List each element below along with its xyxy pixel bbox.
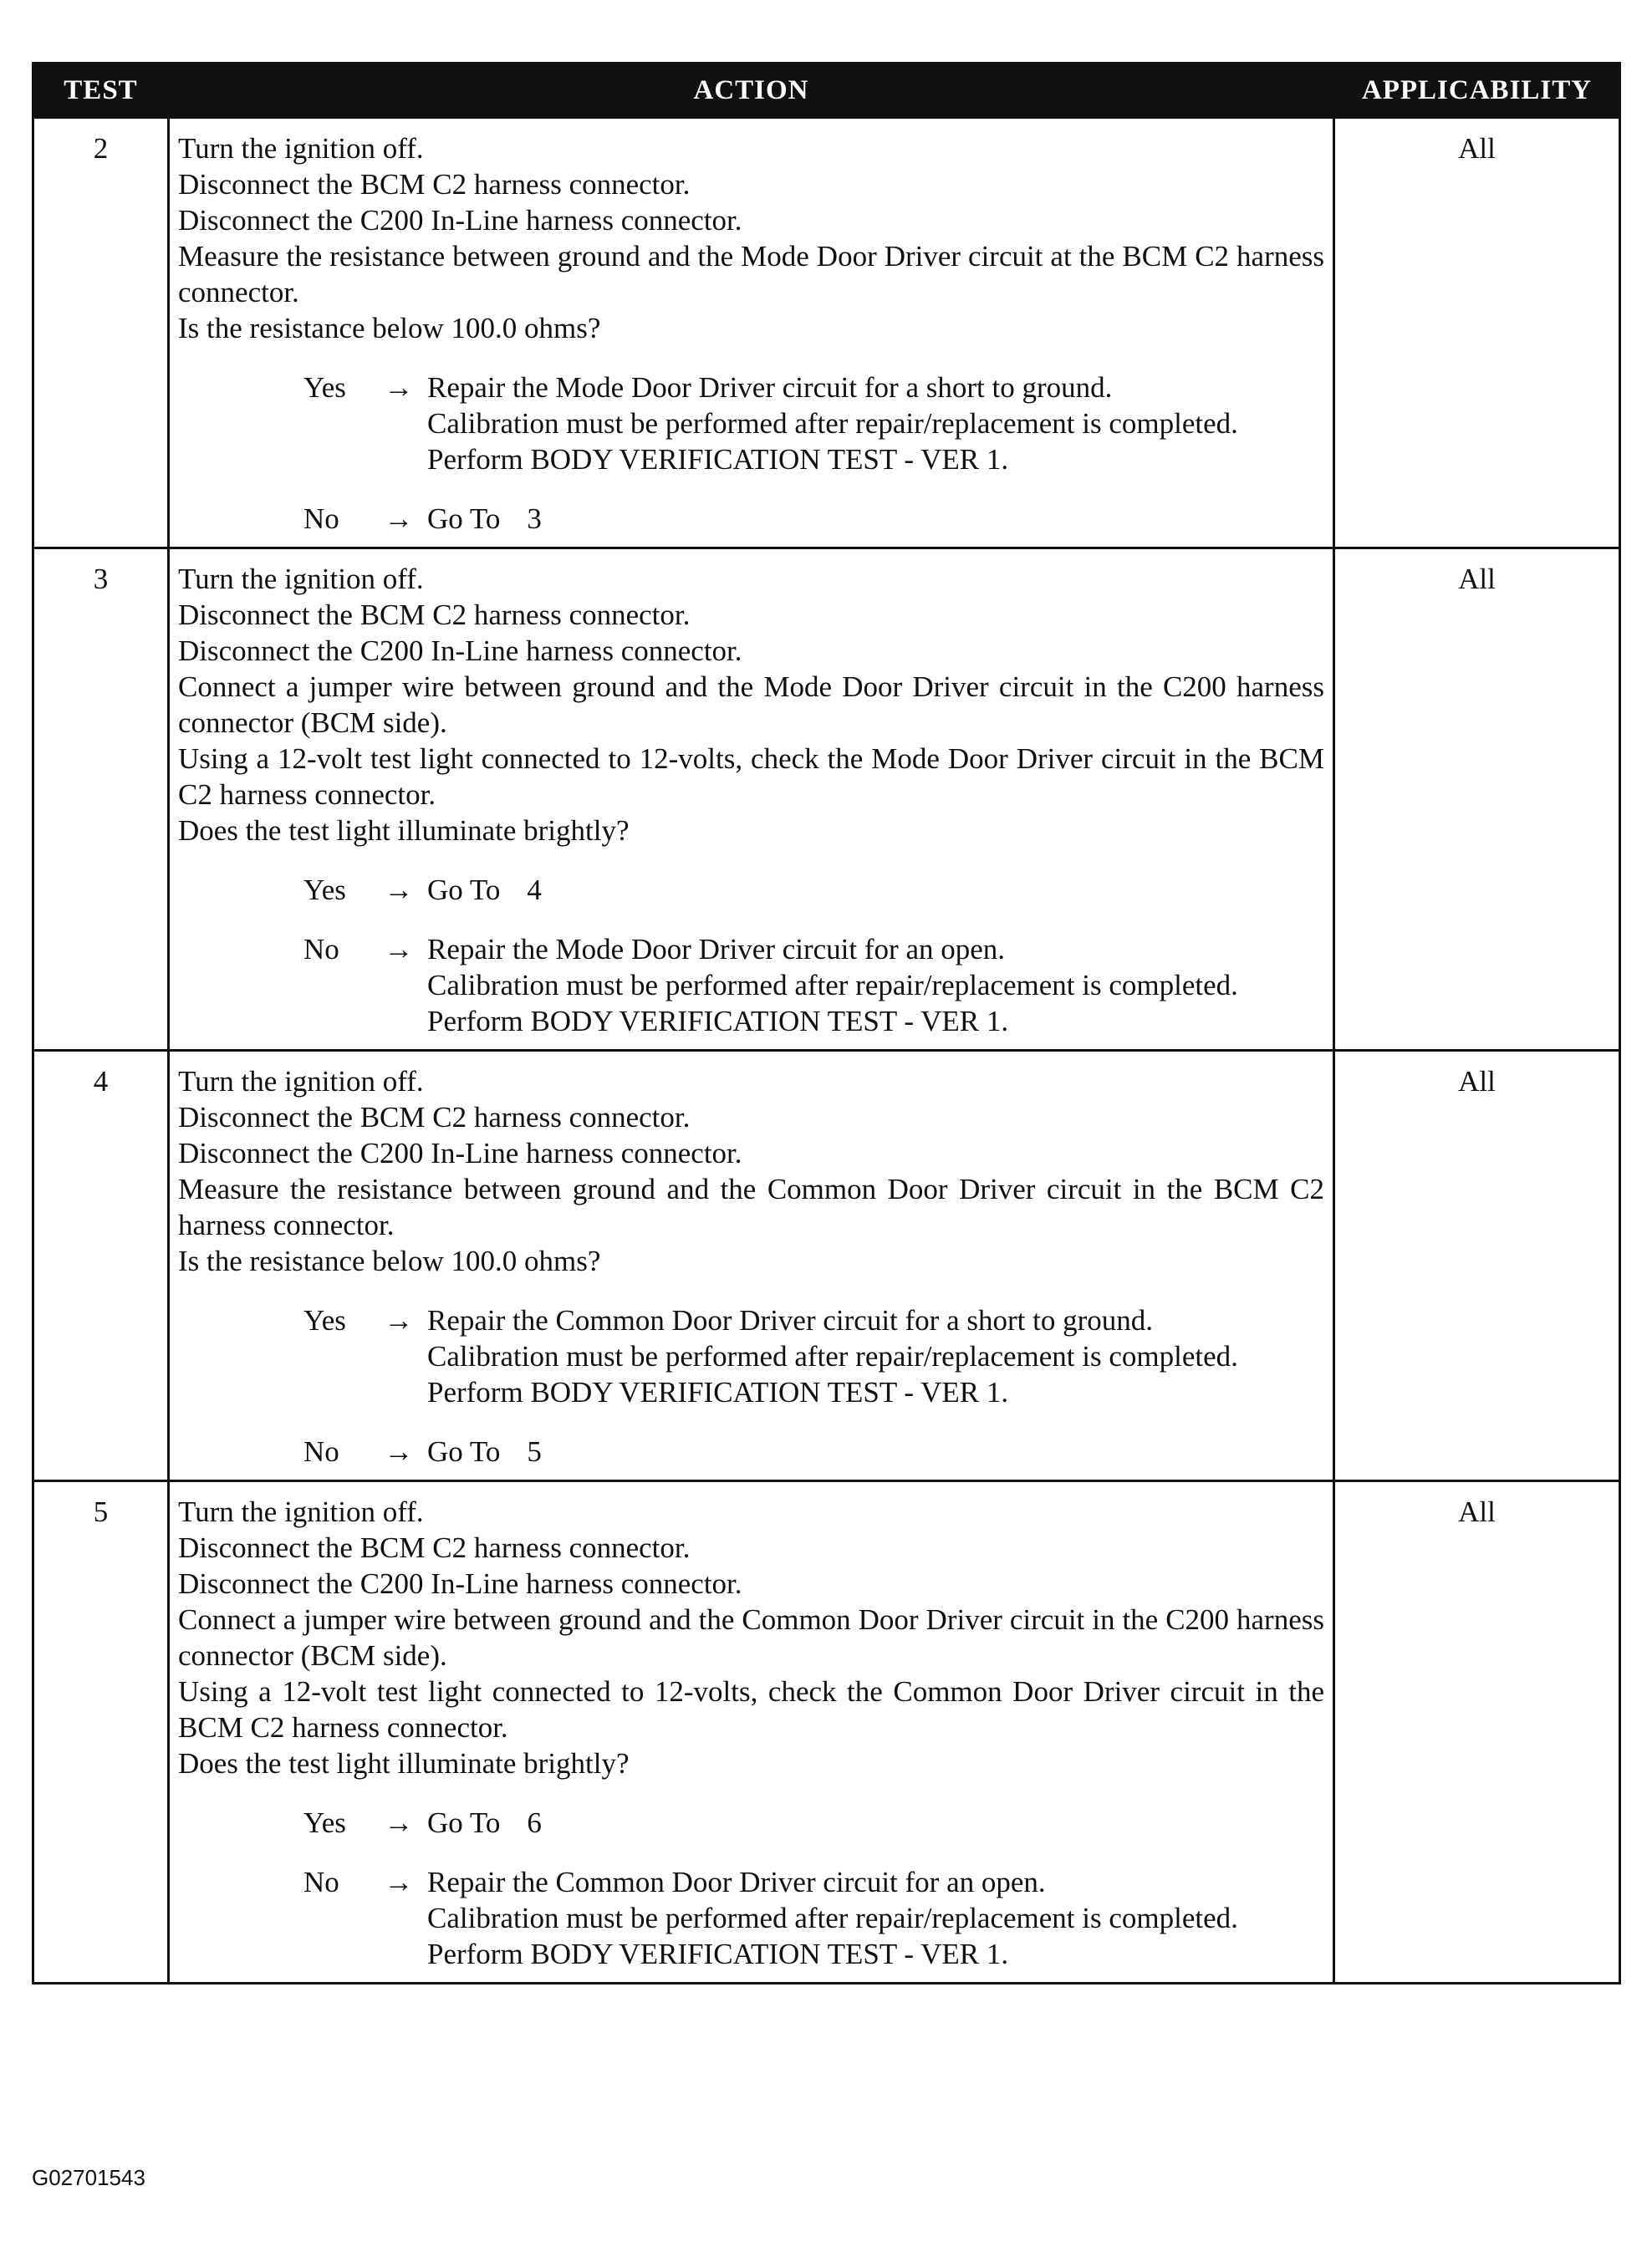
outcome-line: Repair the Mode Door Driver circuit for a short to ground. <box>427 371 1113 404</box>
action-step: Disconnect the C200 In-Line harness connector. <box>178 634 742 667</box>
table-body <box>33 118 1620 1984</box>
no-outcome <box>427 931 1324 1039</box>
action-step: Connect a jumper wire between ground and the Common Door Driver circuit in the C200 harness connector (BCM side). <box>178 1603 1324 1672</box>
test-number: 4 <box>33 1051 169 1481</box>
action-step: Disconnect the BCM C2 harness connector. <box>178 168 691 201</box>
yes-result <box>178 872 1324 908</box>
action-steps <box>178 1494 1324 1781</box>
header-test: TEST <box>33 64 169 118</box>
yes-outcome <box>427 1805 1324 1841</box>
outcome-line: Perform BODY VERIFICATION TEST - VER 1. <box>427 443 1009 476</box>
goto-test-number: 4 <box>527 874 542 906</box>
yes-result <box>178 369 1324 477</box>
action-cell <box>169 1481 1334 1984</box>
outcome-line: Calibration must be performed after repair/replacement is completed. <box>427 1340 1238 1373</box>
outcome-line: Perform BODY VERIFICATION TEST - VER 1. <box>427 1938 1009 1970</box>
arrow-icon: → <box>384 874 414 906</box>
action-step: Does the test light illuminate brightly? <box>178 814 630 847</box>
goto-test-number: 5 <box>527 1435 542 1468</box>
action-step: Measure the resistance between ground and the Common Door Driver circuit in the BCM C2 harness connector. <box>178 1173 1324 1241</box>
action-cell <box>169 1051 1334 1481</box>
applicability-value: All <box>1334 118 1620 548</box>
applicability-value: All <box>1334 548 1620 1051</box>
yes-label: Yes <box>303 874 346 906</box>
no-result <box>178 1434 1324 1470</box>
action-step: Turn the ignition off. <box>178 1495 424 1528</box>
no-result <box>178 501 1324 537</box>
goto-text: Go To <box>427 1806 501 1839</box>
yes-label: Yes <box>303 371 346 404</box>
outcome-line: Calibration must be performed after repair/replacement is completed. <box>427 1902 1238 1934</box>
arrow-icon: → <box>384 1304 414 1337</box>
goto-test-number: 3 <box>527 502 542 535</box>
yes-outcome <box>427 872 1324 908</box>
outcome-line: Calibration must be performed after repair/replacement is completed. <box>427 407 1238 440</box>
test-row <box>33 1481 1620 1984</box>
no-outcome <box>427 501 1324 537</box>
outcome-line: Perform BODY VERIFICATION TEST - VER 1. <box>427 1005 1009 1037</box>
action-step: Connect a jumper wire between ground and the Mode Door Driver circuit in the C200 harness connector (BCM side). <box>178 670 1324 739</box>
goto-text: Go To <box>427 502 501 535</box>
yes-result <box>178 1302 1324 1410</box>
header-applicability: APPLICABILITY <box>1334 64 1620 118</box>
action-steps <box>178 130 1324 346</box>
no-label: No <box>303 933 339 966</box>
action-step: Disconnect the C200 In-Line harness connector. <box>178 204 742 237</box>
action-step: Turn the ignition off. <box>178 563 424 595</box>
no-result <box>178 1864 1324 1972</box>
outcome-line: Repair the Mode Door Driver circuit for an open. <box>427 933 1006 966</box>
outcome-line: Repair the Common Door Driver circuit for an open. <box>427 1866 1046 1898</box>
action-cell <box>169 118 1334 548</box>
yes-label: Yes <box>303 1806 346 1839</box>
no-label: No <box>303 502 339 535</box>
yes-outcome <box>427 1302 1324 1410</box>
no-outcome <box>427 1864 1324 1972</box>
arrow-icon: → <box>384 1806 414 1839</box>
arrow-icon: → <box>384 933 414 966</box>
action-step: Disconnect the C200 In-Line harness connector. <box>178 1137 742 1169</box>
action-step: Disconnect the BCM C2 harness connector. <box>178 599 691 631</box>
figure-id: G02701543 <box>32 2165 145 2190</box>
goto-text: Go To <box>427 874 501 906</box>
action-cell <box>169 548 1334 1051</box>
applicability-value: All <box>1334 1481 1620 1984</box>
test-number: 2 <box>33 118 169 548</box>
test-row <box>33 1051 1620 1481</box>
test-number: 3 <box>33 548 169 1051</box>
yes-result <box>178 1805 1324 1841</box>
action-step: Using a 12-volt test light connected to 12-volts, check the Common Door Driver circuit in the BCM C2 harness connector. <box>178 1675 1324 1744</box>
outcome-line: Calibration must be performed after repair/replacement is completed. <box>427 969 1238 1001</box>
goto-test-number: 6 <box>527 1806 542 1839</box>
header-action: ACTION <box>169 64 1334 118</box>
action-step: Using a 12-volt test light connected to 12-volts, check the Mode Door Driver circuit in the BCM C2 harness connector. <box>178 742 1324 811</box>
no-label: No <box>303 1435 339 1468</box>
action-steps <box>178 1063 1324 1279</box>
table-header-row <box>33 64 1620 118</box>
action-step: Disconnect the BCM C2 harness connector. <box>178 1101 691 1134</box>
no-label: No <box>303 1866 339 1898</box>
goto-text: Go To <box>427 1435 501 1468</box>
action-step: Is the resistance below 100.0 ohms? <box>178 1245 601 1277</box>
arrow-icon: → <box>384 1435 414 1468</box>
no-outcome <box>427 1434 1324 1470</box>
action-step: Disconnect the C200 In-Line harness connector. <box>178 1567 742 1600</box>
arrow-icon: → <box>384 1866 414 1898</box>
action-step: Turn the ignition off. <box>178 132 424 165</box>
arrow-icon: → <box>384 371 414 404</box>
action-step: Disconnect the BCM C2 harness connector. <box>178 1531 691 1564</box>
diagnostic-test-table <box>32 62 1621 1985</box>
applicability-value: All <box>1334 1051 1620 1481</box>
outcome-line: Repair the Common Door Driver circuit for a short to ground. <box>427 1304 1153 1337</box>
action-steps <box>178 561 1324 848</box>
outcome-line: Perform BODY VERIFICATION TEST - VER 1. <box>427 1376 1009 1409</box>
test-row <box>33 118 1620 548</box>
action-step: Measure the resistance between ground and the Mode Door Driver circuit at the BCM C2 harness connector. <box>178 240 1324 308</box>
arrow-icon: → <box>384 502 414 535</box>
action-step: Is the resistance below 100.0 ohms? <box>178 312 601 344</box>
yes-label: Yes <box>303 1304 346 1337</box>
action-step: Turn the ignition off. <box>178 1065 424 1098</box>
test-row <box>33 548 1620 1051</box>
no-result <box>178 931 1324 1039</box>
action-step: Does the test light illuminate brightly? <box>178 1747 630 1780</box>
yes-outcome <box>427 369 1324 477</box>
test-number: 5 <box>33 1481 169 1984</box>
